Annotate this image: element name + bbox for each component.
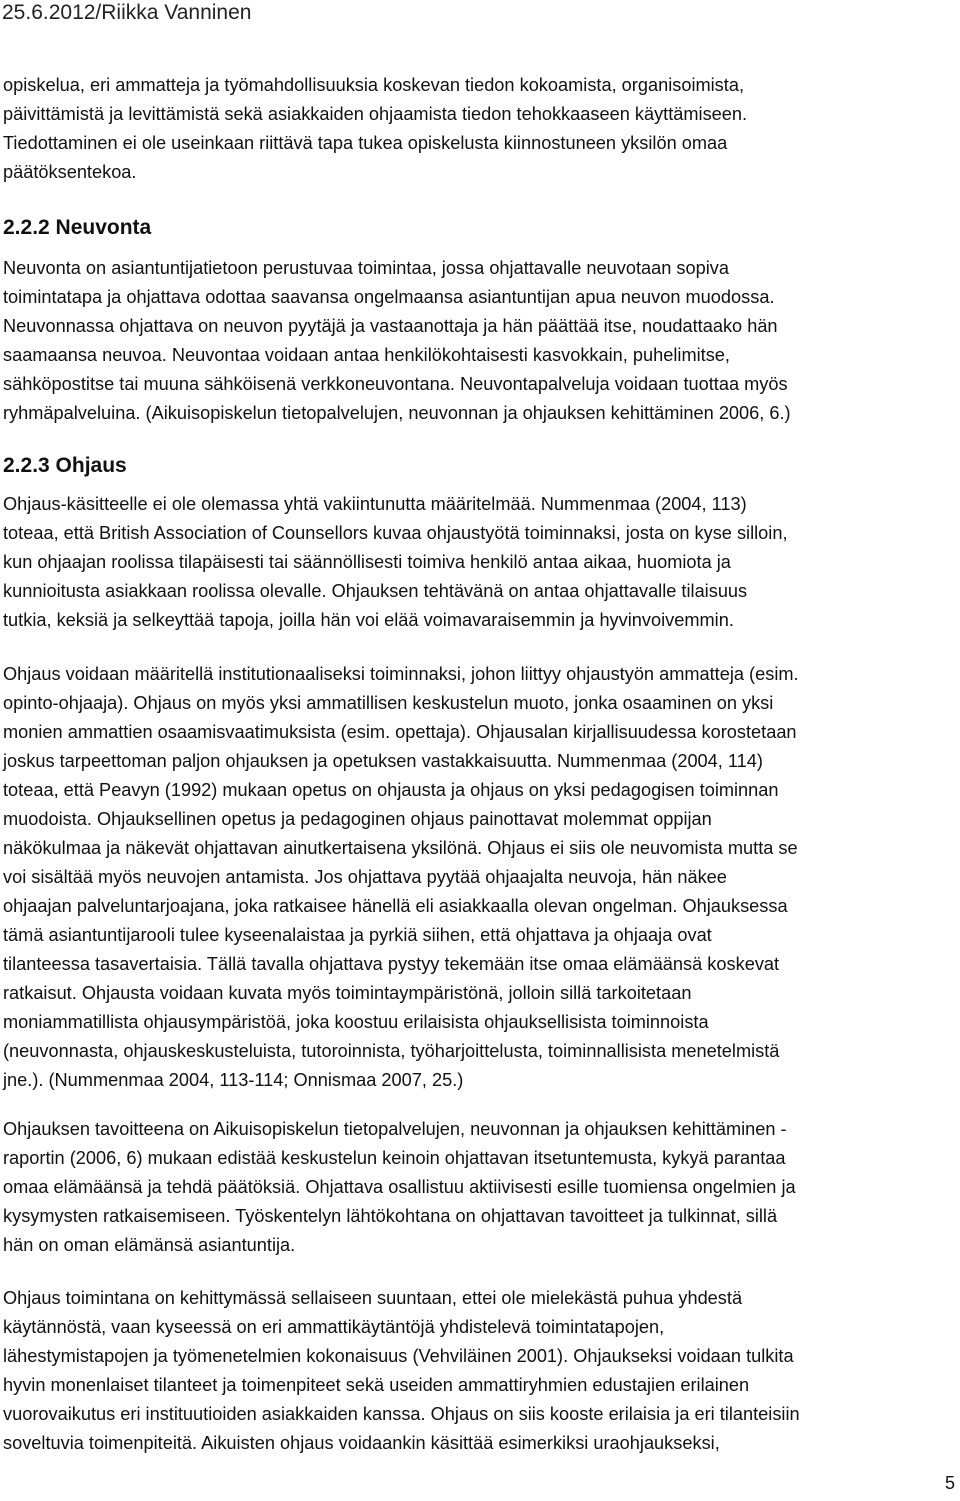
text-line: päätöksentekoa.	[3, 162, 137, 182]
text-line: soveltuvia toimenpiteitä. Aikuisten ohjaus voidaankin käsittää esimerkiksi uraohjaukseksi,	[3, 1433, 720, 1453]
text-line: joskus tarpeettoman paljon ohjauksen ja opetuksen vastakkaisuutta. Nummenmaa (2004, 114)	[3, 751, 763, 771]
text-line: ohjaajan palveluntarjoajana, joka ratkaisee hänellä eli asiakkaalla olevan ongelman. Ohjauksessa	[3, 896, 788, 916]
text-line: ryhmäpalveluina. (Aikuisopiskelun tietopalvelujen, neuvonnan ja ohjauksen kehittäminen 2006, 6.)	[3, 403, 791, 423]
text-line: toimintatapa ja ohjattava odottaa saavansa ongelmaansa asiantuntijan apua neuvon muodossa.	[3, 287, 775, 307]
paragraph-ohjaus-institutional	[3, 660, 955, 1095]
text-line: hyvin monenlaiset tilanteet ja toimenpiteet sekä useiden ammattiryhmien edustajien erilainen	[3, 1375, 750, 1395]
text-line: tilanteessa tasavertaisia. Tällä tavalla ohjattava pystyy tekemään itse omaa elämäänsä koskevat	[3, 954, 780, 974]
text-line: Neuvonnassa ohjattava on neuvon pyytäjä ja vastaanottaja ja hän päättää itse, noudattaako hän	[3, 316, 778, 336]
text-line: Ohjaus toimintana on kehittymässä sellaiseen suuntaan, ettei ole mielekästä puhua yhdestä	[3, 1288, 743, 1308]
text-line: opinto-ohjaaja). Ohjaus on myös yksi ammatillisen keskustelun muoto, jonka osaaminen on yksi	[3, 693, 774, 713]
text-line: päivittämistä ja levittämistä sekä asiakkaiden ohjaamista tiedon tehokkaaseen käyttämiseen.	[3, 104, 748, 124]
text-line: Ohjaus voidaan määritellä institutionaaliseksi toiminnaksi, johon liittyy ohjaustyön ammatteja (esim.	[3, 664, 799, 684]
text-line: raportin (2006, 6) mukaan edistää keskustelun keinoin ohjattavan itsetuntemusta, kykyä parantaa	[3, 1148, 786, 1168]
text-line: kunnioitusta asiakkaan roolissa olevalle. Ohjauksen tehtävänä on antaa ohjattavalle tilaisuus	[3, 581, 748, 601]
text-line: Neuvonta on asiantuntijatietoon perustuvaa toimintaa, jossa ohjattavalle neuvotaan sopiva	[3, 258, 729, 278]
page-header: 25.6.2012/Riikka Vanninen	[2, 1, 252, 24]
paragraph-intro	[3, 71, 955, 187]
text-line: lähestymistapojen ja työmenetelmien kokonaisuus (Vehviläinen 2001). Ohjaukseksi voidaan tulkita	[3, 1346, 794, 1366]
section-heading-ohjaus: 2.2.3 Ohjaus	[3, 454, 127, 477]
text-line: voi sisältää myös neuvojen antamista. Jos ohjattava pyytää ohjaajalta neuvoja, hän näkee	[3, 867, 727, 887]
text-line: sähköpostitse tai muuna sähköisenä verkkoneuvontana. Neuvontapalveluja voidaan tuottaa myös	[3, 374, 788, 394]
text-line: kun ohjaajan roolissa tilapäisesti tai säännöllisesti toimiva henkilö antaa aikaa, huomiota ja	[3, 552, 731, 572]
text-line: muodoista. Ohjauksellinen opetus ja pedagoginen ohjaus painottavat molemmat oppijan	[3, 809, 712, 829]
text-line: kysymysten ratkaisemiseen. Työskentelyn lähtökohtana on ohjattavan tavoitteet ja tulkinnat, sillä	[3, 1206, 778, 1226]
text-line: näkökulmaa ja näkevät ohjattavan ainutkertaisena yksilönä. Ohjaus ei siis ole neuvomista mutta se	[3, 838, 798, 858]
text-line: monien ammattien osaamisvaatimuksista (esim. opettaja). Ohjausalan kirjallisuudessa korostetaan	[3, 722, 797, 742]
section-heading-neuvonta: 2.2.2 Neuvonta	[3, 216, 152, 239]
text-line: saamaansa neuvoa. Neuvontaa voidaan antaa henkilökohtaisesti kasvokkain, puhelimitse,	[3, 345, 730, 365]
text-line: tutkia, keksiä ja selkeyttää tapoja, joilla hän voi elää voimavaraisemmin ja hyvinvoivemmin.	[3, 610, 734, 630]
paragraph-neuvonta	[3, 254, 955, 428]
text-line: käytännöstä, vaan kyseessä on eri ammattikäytäntöjä yhdistelevä toimintatapojen,	[3, 1317, 665, 1337]
text-line: toteaa, että British Association of Counsellors kuvaa ohjaustyötä toiminnaksi, josta on kyse silloin,	[3, 523, 788, 543]
text-line: (neuvonnasta, ohjauskeskusteluista, tutoroinnista, työharjoittelusta, toiminnallisista menetelmistä	[3, 1041, 780, 1061]
text-line: Ohjaus-käsitteelle ei ole olemassa yhtä vakiintunutta määritelmää. Nummenmaa (2004, 113)	[3, 494, 747, 514]
text-line: vuorovaikutus eri instituutioiden asiakkaiden kanssa. Ohjaus on siis kooste erilaisia ja eri tilanteisiin	[3, 1404, 800, 1424]
text-line: Ohjauksen tavoitteena on Aikuisopiskelun tietopalvelujen, neuvonnan ja ohjauksen kehittäminen -	[3, 1119, 787, 1139]
text-line: toteaa, että Peavyn (1992) mukaan opetus on ohjausta ja ohjaus on yksi pedagogisen toiminnan	[3, 780, 779, 800]
paragraph-ohjaus-goal	[3, 1115, 955, 1260]
text-line: hän on oman elämänsä asiantuntija.	[3, 1235, 296, 1255]
text-line: Tiedottaminen ei ole useinkaan riittävä tapa tukea opiskelusta kiinnostuneen yksilön omaa	[3, 133, 728, 153]
text-line: tämä asiantuntijarooli tulee kyseenalaistaa ja pyrkiä siihen, että ohjattava ja ohjaaja ovat	[3, 925, 712, 945]
text-line: omaa elämäänsä ja tehdä päätöksiä. Ohjattava osallistuu aktiivisesti esille tuomiensa ongelmien ja	[3, 1177, 796, 1197]
text-line: opiskelua, eri ammatteja ja työmahdollisuuksia koskevan tiedon kokoamista, organisoimista,	[3, 75, 744, 95]
page-number: 5	[944, 1473, 955, 1493]
paragraph-ohjaus-definition	[3, 490, 955, 635]
text-line: moniammatillista ohjausympäristöä, joka koostuu erilaisista ohjauksellisista toiminnoista	[3, 1012, 709, 1032]
text-line: jne.). (Nummenmaa 2004, 113-114; Onnismaa 2007, 25.)	[3, 1070, 464, 1090]
paragraph-ohjaus-development	[3, 1284, 955, 1458]
text-line: ratkaisut. Ohjausta voidaan kuvata myös toimintaympäristönä, jolloin sillä tarkoitetaan	[3, 983, 692, 1003]
